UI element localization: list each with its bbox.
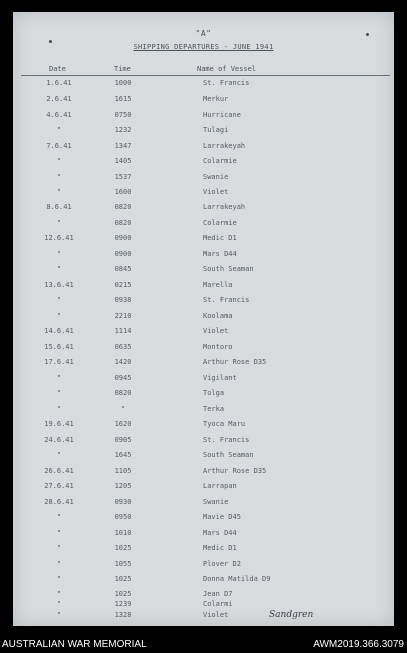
row-time: 1055: [114, 560, 132, 568]
table-row: [13, 405, 394, 417]
row-time: 1232: [114, 126, 132, 134]
row-time: 1537: [114, 173, 132, 181]
row-vessel: Tyoca Maru: [203, 420, 246, 428]
row-date: ": [56, 188, 62, 196]
header-rule: [21, 75, 390, 76]
table-row: [13, 436, 394, 448]
row-vessel: Koolama: [203, 312, 233, 320]
row-vessel: Colarmi: [203, 600, 233, 608]
row-date: ": [56, 157, 62, 165]
row-vessel: South Seaman: [203, 451, 254, 459]
row-time: 1645: [114, 451, 132, 459]
row-time: 1615: [114, 95, 132, 103]
row-time: 1420: [114, 358, 132, 366]
table-row: [13, 467, 394, 479]
row-vessel: St. Francis: [203, 79, 250, 87]
row-date: ": [56, 575, 62, 583]
row-vessel: St. Francis: [203, 296, 250, 304]
table-row: [13, 482, 394, 494]
row-date: ": [56, 219, 62, 227]
row-date: ": [56, 611, 62, 619]
table-row: [13, 529, 394, 541]
table-row: [13, 111, 394, 123]
row-vessel: Larrakeyah: [203, 142, 246, 150]
table-row: [13, 79, 394, 91]
row-date: ": [56, 265, 62, 273]
row-vessel: Donna Matilda D9: [203, 575, 271, 583]
row-vessel: Colarmie: [203, 219, 237, 227]
table-row: [13, 312, 394, 324]
row-date: ": [56, 600, 62, 608]
row-time: 1010: [114, 529, 132, 537]
table-row: [13, 343, 394, 355]
row-time: 1105: [114, 467, 132, 475]
row-vessel: Mars D44: [203, 250, 237, 258]
table-row: [13, 560, 394, 572]
table-row: [13, 173, 394, 185]
document-page: [13, 12, 394, 626]
row-time: 0845: [114, 265, 132, 273]
table-row: [13, 575, 394, 587]
row-time: 1025: [114, 590, 132, 598]
table-row: [13, 281, 394, 293]
table-row: [13, 95, 394, 107]
row-date: 14.6.41: [44, 327, 74, 335]
row-vessel: Mavie D45: [203, 513, 241, 521]
row-date: ": [56, 312, 62, 320]
row-date: ": [56, 374, 62, 382]
row-date: 13.6.41: [44, 281, 74, 289]
row-time: 1025: [114, 544, 132, 552]
row-date: ": [56, 296, 62, 304]
row-vessel: Medic D1: [203, 234, 237, 242]
row-date: ": [56, 529, 62, 537]
row-vessel: Arthur Rose D35: [203, 358, 267, 366]
row-vessel: Plover D2: [203, 560, 241, 568]
row-time: 1205: [114, 482, 132, 490]
column-header-vessel: Name of Vessel: [197, 65, 257, 73]
row-time: 0820: [114, 389, 132, 397]
row-date: 2.6.41: [46, 95, 72, 103]
row-vessel: Violet: [203, 188, 229, 196]
row-time: 0900: [114, 250, 132, 258]
row-date: ": [56, 126, 62, 134]
row-date: ": [56, 513, 62, 521]
table-row: [13, 126, 394, 138]
row-time: 0820: [114, 219, 132, 227]
row-time: 1025: [114, 575, 132, 583]
row-date: 24.6.41: [44, 436, 74, 444]
row-vessel: Montoro: [203, 343, 233, 351]
table-row: [13, 389, 394, 401]
table-row: [13, 188, 394, 200]
row-date: ": [56, 544, 62, 552]
row-date: 27.6.41: [44, 482, 74, 490]
row-date: ": [56, 173, 62, 181]
row-time: 0905: [114, 436, 132, 444]
table-row: [13, 203, 394, 215]
row-date: 17.6.41: [44, 358, 74, 366]
row-vessel: Larrapan: [203, 482, 237, 490]
table-row: [13, 327, 394, 339]
row-vessel: Violet: [203, 327, 229, 335]
row-date: 4.6.41: [46, 111, 72, 119]
row-vessel: Hurricane: [203, 111, 241, 119]
row-vessel: Swanie: [203, 498, 229, 506]
row-time: 0750: [114, 111, 132, 119]
table-row: [13, 265, 394, 277]
row-vessel: Tolga: [203, 389, 225, 397]
row-vessel: Tulagi: [203, 126, 229, 134]
row-time: ": [120, 405, 126, 413]
document-marker: "A": [195, 29, 212, 38]
row-time: 0945: [114, 374, 132, 382]
table-row: [13, 374, 394, 386]
row-time: 1620: [114, 420, 132, 428]
row-time: 1239: [114, 600, 132, 608]
table-row: [13, 234, 394, 246]
row-vessel: Medic D1: [203, 544, 237, 552]
footer-accession: AWM2019.366.3079: [313, 639, 404, 650]
row-vessel: Arthur Rose D35: [203, 467, 267, 475]
table-row: [13, 420, 394, 432]
table-row: [13, 157, 394, 169]
row-time: 1114: [114, 327, 132, 335]
row-time: 0950: [114, 513, 132, 521]
row-vessel: Mars D44: [203, 529, 237, 537]
row-date: 12.6.41: [44, 234, 74, 242]
row-time: 1347: [114, 142, 132, 150]
column-header-time: Time: [114, 65, 131, 73]
row-vessel: Larrakeyah: [203, 203, 246, 211]
row-time: 0930: [114, 498, 132, 506]
row-vessel: Terka: [203, 405, 225, 413]
row-date: 1.6.41: [46, 79, 72, 87]
row-time: 0635: [114, 343, 132, 351]
table-row: [13, 358, 394, 370]
table-row: [13, 513, 394, 525]
table-row: [13, 296, 394, 308]
table-row: [13, 498, 394, 510]
signature: Sandgren: [269, 610, 314, 620]
table-row: [13, 451, 394, 463]
row-date: ": [56, 590, 62, 598]
row-date: ": [56, 405, 62, 413]
row-date: ": [56, 250, 62, 258]
row-vessel: Violet: [203, 611, 229, 619]
row-vessel: Jean D7: [203, 590, 233, 598]
row-time: 1405: [114, 157, 132, 165]
row-date: ": [56, 560, 62, 568]
row-date: 8.6.41: [46, 203, 72, 211]
row-vessel: Swanie: [203, 173, 229, 181]
row-time: 0215: [114, 281, 132, 289]
row-date: 19.6.41: [44, 420, 74, 428]
document-title: [13, 43, 394, 51]
row-time: 0938: [114, 296, 132, 304]
row-date: ": [56, 451, 62, 459]
row-vessel: St. Francis: [203, 436, 250, 444]
row-time: 0820: [114, 203, 132, 211]
row-date: 28.6.41: [44, 498, 74, 506]
row-time: 1328: [114, 611, 132, 619]
row-date: 26.6.41: [44, 467, 74, 475]
row-vessel: South Seaman: [203, 265, 254, 273]
row-vessel: Marella: [203, 281, 233, 289]
row-vessel: Colarmie: [203, 157, 237, 165]
row-time: 1600: [114, 188, 132, 196]
column-header-date: Date: [49, 65, 66, 73]
table-row: [13, 142, 394, 154]
row-vessel: Merkur: [203, 95, 229, 103]
table-row: [13, 544, 394, 556]
row-time: 1000: [114, 79, 132, 87]
row-time: 2210: [114, 312, 132, 320]
row-date: 15.6.41: [44, 343, 74, 351]
row-vessel: Vigilant: [203, 374, 237, 382]
document-title-text: SHIPPING DEPARTURES - JUNE 1941: [133, 43, 274, 51]
row-time: 0900: [114, 234, 132, 242]
footer-institution: AUSTRALIAN WAR MEMORIAL: [2, 639, 147, 650]
row-date: 7.6.41: [46, 142, 72, 150]
table-row: [13, 250, 394, 262]
row-date: ": [56, 389, 62, 397]
table-row: [13, 611, 394, 623]
table-row: [13, 219, 394, 231]
